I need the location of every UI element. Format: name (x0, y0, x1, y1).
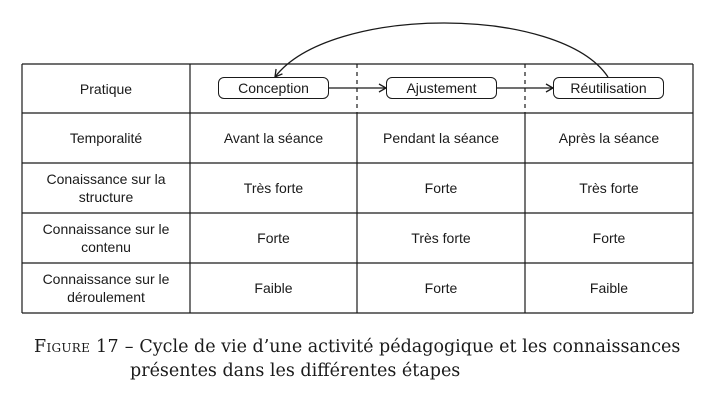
row-header-pratique: Pratique (79, 80, 133, 97)
cell-structure-conception: Très forte (243, 180, 304, 196)
cell-deroulement-conception: Faible (254, 280, 293, 296)
row-header-structure: Conaissance sur la structure (46, 171, 166, 205)
arrow-reutilisation-to-conception (275, 23, 608, 77)
row-header-deroulement: Connaissance sur le déroulement (42, 271, 170, 305)
caption-text-line1: Cycle de vie d’une activité pédagogique et les connaissances (139, 337, 681, 357)
cell-contenu-conception: Forte (257, 230, 290, 246)
row-header-temporalite: Temporalité (69, 130, 143, 146)
cell-temporalite-reutilisation: Après la séance (558, 130, 660, 146)
row-header-contenu: Connaissance sur le contenu (42, 221, 170, 255)
stage-conception: Conception (218, 77, 329, 99)
cell-temporalite-conception: Avant la séance (223, 130, 324, 146)
stage-reutilisation: Réutilisation (553, 77, 664, 99)
caption-label: Figure 17 – (34, 337, 134, 357)
cell-structure-reutilisation: Très forte (579, 180, 639, 196)
cell-contenu-reutilisation: Forte (592, 230, 626, 246)
stage-ajustement: Ajustement (386, 77, 497, 99)
figure-caption (34, 335, 694, 383)
cell-temporalite-ajustement: Pendant la séance (383, 130, 499, 146)
cell-contenu-ajustement: Très forte (411, 230, 471, 246)
cell-deroulement-reutilisation: Faible (589, 280, 629, 296)
cell-structure-ajustement: Forte (424, 180, 458, 196)
caption-text-line2: présentes dans les différentes étapes (130, 361, 461, 381)
cell-deroulement-ajustement: Forte (424, 280, 458, 296)
